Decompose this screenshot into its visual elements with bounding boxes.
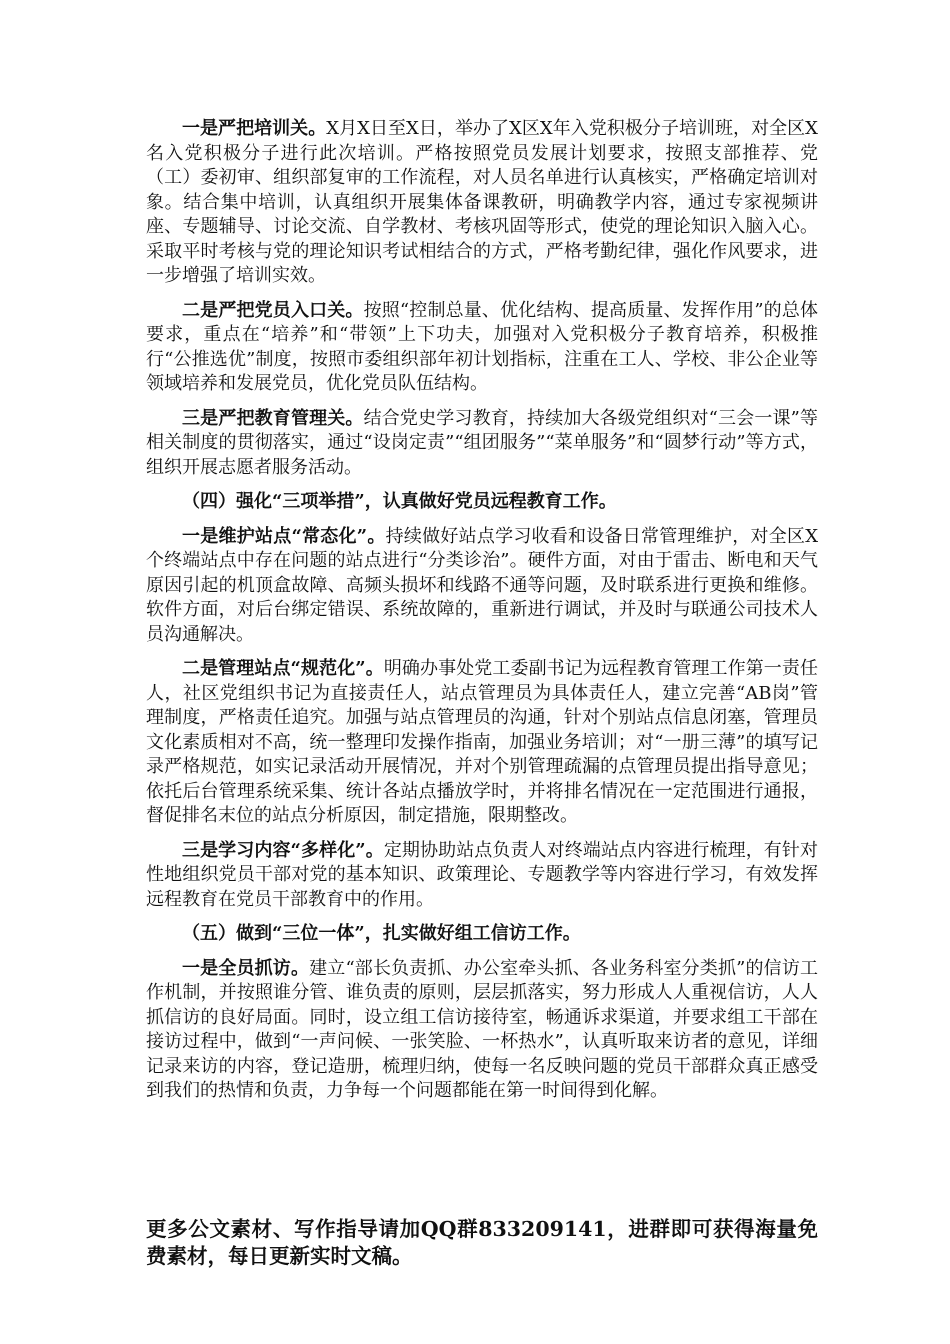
- paragraph-lead: 一是维护站点“常态化”。: [182, 525, 386, 547]
- footer-promo: 更多公文素材、写作指导请加QQ群833209141，进群即可获得海量免费素材，每日更新实时文稿。: [146, 1217, 818, 1268]
- section-heading-4: （四）强化“三项举措”，认真做好党员远程教育工作。: [182, 491, 617, 512]
- paragraph-lead: 三是严把教育管理关。: [182, 407, 364, 429]
- paragraph-lead: 二是管理站点“规范化”。: [182, 658, 384, 679]
- paragraph-admission: [146, 299, 818, 397]
- paragraph-text: X月X日至X日，举办了X区X年入党积极分子培训班，对全区X名入党积极分子进行此次培训。严格按照党员发展计划要求，按照支部推荐、党（工）委初审、组织部复审的工作流程，对人员名单进行认真核实，严格确定培训对象。结合集中培训，认真组织开展集体备课教研，明确教学内容，通过专家视频讲座、专题辅导、讨论交流、自学教材、考核巩固等形式，使党的理论知识入脑入心。采取平时考核与党的理论知识考试相结合的方式，严格考勤纪律，强化作风要求，进一步增强了培训实效。: [146, 118, 818, 286]
- paragraph-lead: 一是全员抓访。: [182, 957, 310, 979]
- document-body: [146, 117, 818, 1114]
- paragraph-text: 明确办事处党工委副书记为远程教育管理工作第一责任人，社区党组织书记为直接责任人，站点管理员为具体责任人，建立完善“AB岗”管理制度，严格责任追究。加强与站点管理员的沟通，针对个别站点信息闭塞，管理员文化素质相对不高，统一整理印发操作指南，加强业务培训；对“一册三薄”的填写记录严格规范，如实记录活动开展情况，并对个别管理疏漏的点管理员提出指导意见；依托后台管理系统采集、统计各站点播放学时，并将排名情况在一定范围进行通报，督促排名末位的站点分析原因，制定措施，限期整改。: [146, 658, 818, 826]
- paragraph-text: 按照“控制总量、优化结构、提高质量、发挥作用”的总体要求，重点在“培养”和“带领”上下功夫，加强对入党积极分子教育培养，积极推行“公推选优”制度，按照市委组织部年初计划指标，注重在工人、学校、非公企业等领域培养和发展党员，优化党员队伍结构。: [146, 299, 819, 394]
- paragraph-site-maintenance: [146, 525, 818, 648]
- paragraph-petition: [146, 957, 818, 1104]
- paragraph-text: 结合党史学习教育，持续加大各级党组织对“三会一课”等相关制度的贯彻落实，通过“设岗定责”“组团服务”“菜单服务”和“圆梦行动”等方式，组织开展志愿者服务活动。: [146, 407, 819, 478]
- paragraph-lead: 一是严把培训关。: [182, 118, 327, 139]
- paragraph-lead: 二是严把党员入口关。: [182, 299, 364, 321]
- paragraph-education: [146, 407, 818, 481]
- paragraph-text: 定期协助站点负责人对终端站点内容进行梳理，有针对性地组织党员干部对党的基本知识、政策理论、专题教学等内容进行学习，有效发挥远程教育在党员干部教育中的作用。: [146, 839, 818, 910]
- section-heading-5: （五）做到“三位一体”，扎实做好组工信访工作。: [182, 923, 581, 944]
- paragraph-training: [146, 117, 818, 289]
- paragraph-lead: 三是学习内容“多样化”。: [182, 839, 384, 861]
- paragraph-text: 建立“部长负责抓、办公室牵头抓、各业务科室分类抓”的信访工作机制，并按照谁分管、谁负责的原则，层层抓落实，努力形成人人重视信访，人人抓信访的良好局面。同时，设立组工信访接待室，畅通诉求渠道，并要求组工干部在接访过程中，做到“一声问候、一张笑脸、一杯热水”，认真听取来访者的意见，详细记录来访的内容，登记造册，梳理归纳，使每一名反映问题的党员干部群众真正感受到我们的热情和负责，力争每一个问题都能在第一时间得到化解。: [146, 957, 819, 1101]
- paragraph-text: 持续做好站点学习收看和设备日常管理维护，对全区X个终端站点中存在问题的站点进行“分类诊治”。硬件方面，对由于雷击、断电和天气原因引起的机顶盒故障、高频头损坏和线路不通等问题，及时联系进行更换和维修。软件方面，对后台绑定错误、系统故障的，重新进行调试，并及时与联通公司技术人员沟通解决。: [146, 525, 819, 645]
- paragraph-content-diversity: [146, 839, 818, 913]
- paragraph-site-management: [146, 657, 818, 829]
